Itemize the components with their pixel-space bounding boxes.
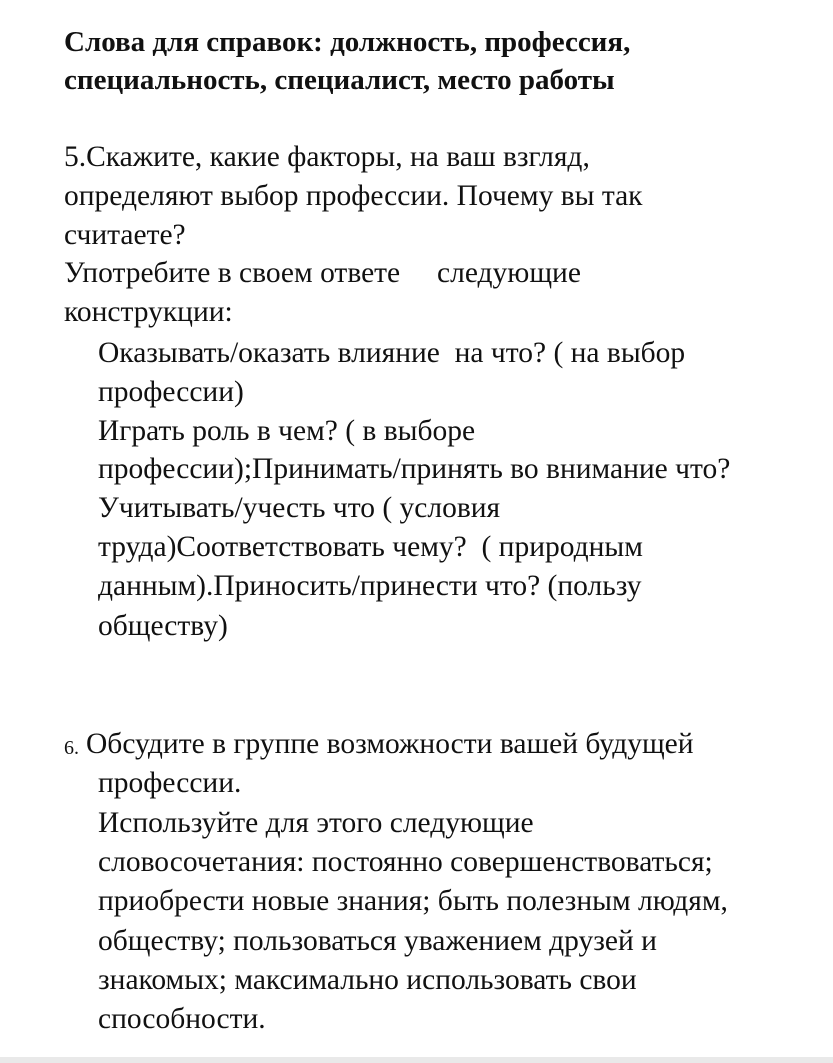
task5-instruction-line-1: Употребите в своем ответе следующие — [64, 257, 581, 289]
task6-number: 6. — [64, 737, 79, 759]
construction-line-1: Оказывать/оказать влияние на что? ( на выбор — [98, 337, 686, 369]
task6-line-5: приобрести новые знания; быть полезным людям, — [98, 885, 728, 917]
task6-line-6: обществу; пользоваться уважением друзей и — [98, 925, 657, 957]
bottom-edge — [0, 1057, 833, 1063]
task6-line-2: профессии. — [98, 767, 242, 799]
construction-line-5: Учитывать/учесть что ( условия — [98, 492, 501, 524]
reference-line-1: Слова для справок: должность, профессия, — [64, 26, 631, 58]
task5-question-line-3: считаете? — [64, 219, 186, 251]
task6-line-4: словосочетания: постоянно совершенствоваться; — [98, 846, 713, 878]
task6-line-3: Используйте для этого следующие — [98, 807, 534, 839]
task5-instruction-line-2: конструкции: — [64, 296, 233, 328]
construction-line-6: труда)Соответствовать чему? ( природным — [98, 531, 643, 563]
task5-question-line-1: 5.Скажите, какие факторы, на ваш взгляд, — [64, 141, 590, 173]
construction-line-2: профессии) — [98, 376, 244, 408]
reference-line-2: специальность, специалист, место работы — [64, 64, 615, 96]
task6-line-7: знакомых; максимально использовать свои — [98, 964, 637, 996]
construction-line-4: профессии);Принимать/принять во внимание что? — [98, 453, 731, 485]
construction-line-8: обществу) — [98, 610, 228, 642]
construction-line-7: данным).Приносить/принести что? (пользу — [98, 570, 642, 602]
task6-line-1: Обсудите в группе возможности вашей будущей — [86, 728, 694, 760]
task5-question-line-2: определяют выбор профессии. Почему вы так — [64, 180, 643, 212]
task6-line-8: способности. — [98, 1003, 266, 1035]
construction-line-3: Играть роль в чем? ( в выборе — [98, 415, 476, 447]
